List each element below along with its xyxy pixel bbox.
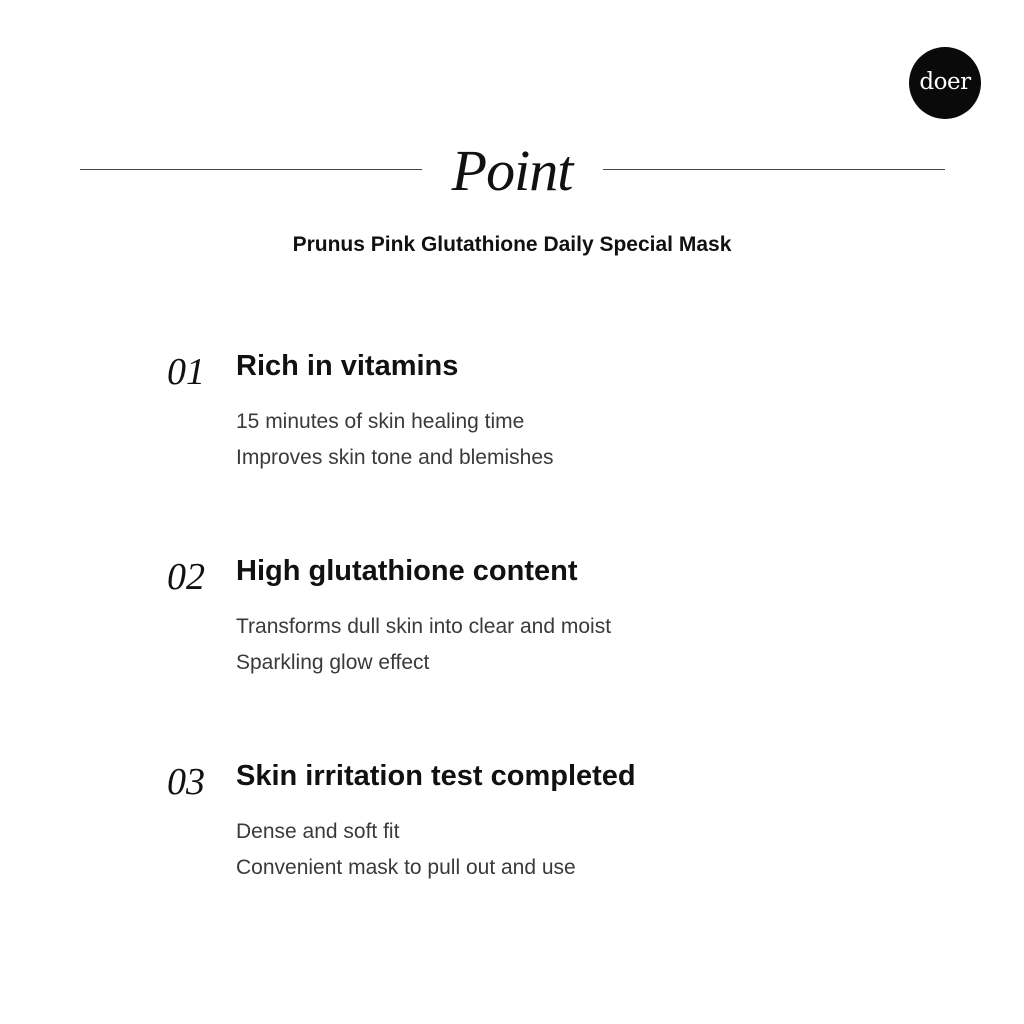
title-divider-right xyxy=(603,169,945,170)
brand-logo-text: doer xyxy=(919,68,971,95)
point-number: 03 xyxy=(167,761,205,803)
point-description-line: Dense and soft fit xyxy=(236,820,400,843)
point-heading: High glutathione content xyxy=(236,555,578,587)
section-title: Point xyxy=(451,138,573,203)
point-description-line: 15 minutes of skin healing time xyxy=(236,410,525,433)
point-heading: Skin irritation test completed xyxy=(236,760,636,792)
point-description-line: Sparkling glow effect xyxy=(236,651,430,674)
point-heading: Rich in vitamins xyxy=(236,350,459,382)
point-number: 01 xyxy=(167,351,205,393)
point-number: 02 xyxy=(167,556,205,598)
point-description-line: Improves skin tone and blemishes xyxy=(236,446,554,469)
point-description-line: Convenient mask to pull out and use xyxy=(236,856,576,879)
product-name: Prunus Pink Glutathione Daily Special Mask xyxy=(292,233,732,256)
brand-logo xyxy=(909,47,981,119)
point-description-line: Transforms dull skin into clear and moist xyxy=(236,615,612,638)
